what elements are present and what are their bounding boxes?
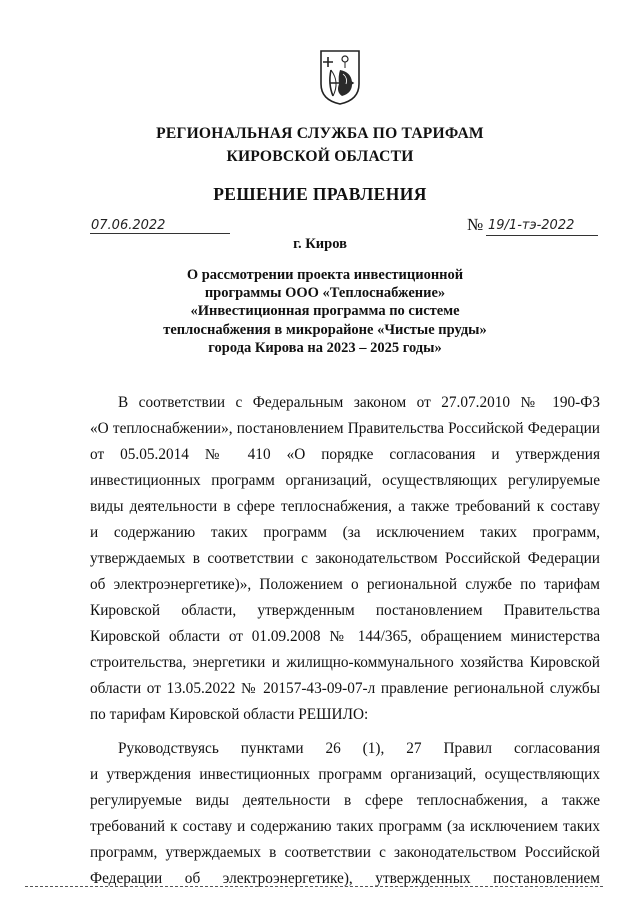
organization-name-line-2: КИРОВСКОЙ ОБЛАСТИ (226, 148, 414, 165)
city: г. Киров (293, 236, 347, 252)
body-text-line: программ, утверждаемых в соответствии с законодательством Российской (90, 844, 600, 861)
body-text-line: утверждаемых в соответствии с законодательством Российской Федерации (90, 550, 600, 567)
subject-line: программы ООО «Теплоснабжение» (204, 285, 446, 302)
subject-line: теплоснабжения в микрорайоне «Чистые пруды» (163, 321, 487, 338)
body-text-line: по тарифам Кировской области РЕШИЛО: (90, 706, 369, 723)
body-text-line: В соответствии с Федеральным законом от 27.07.2010 № 190-ФЗ (118, 394, 600, 411)
document-title: РЕШЕНИЕ ПРАВЛЕНИЯ (213, 184, 427, 204)
body-text-line: и содержанию таких программ (за исключением таких программ, (90, 524, 600, 541)
subject-line: «Инвестиционная программа по системе (190, 303, 460, 320)
body-text-line: Кировской области от 01.09.2008 № 144/365, обращением министерства (90, 628, 600, 645)
subject-line: О рассмотрении проекта инвестиционной (186, 267, 464, 283)
organization-name-line-1: РЕГИОНАЛЬНАЯ СЛУЖБА ПО ТАРИФАМ (156, 125, 484, 142)
body-text-line: инвестиционных программ организаций, осуществляющих регулируемые (90, 472, 600, 489)
body-text-line: Руководствуясь пунктами 26 (1), 27 Правил согласования (118, 740, 600, 757)
subject-line: города Кирова на 2023 – 2025 годы» (208, 339, 442, 356)
body-text-line: об электроэнергетике)», Положением о региональной службе по тарифам (90, 576, 600, 593)
footer-rule (25, 886, 603, 887)
body-text-line: от 05.05.2014 № 410 «О порядке согласования и утверждения (90, 446, 600, 463)
body-text-line: Федерации об электроэнергетике), утвержденных постановлением (90, 870, 600, 887)
body-text-line: виды деятельности в сфере теплоснабжения, а также требований к составу (90, 498, 600, 515)
kirov-coat-of-arms-icon (318, 48, 362, 106)
body-text-line: области от 13.05.2022 № 20157-43-09-07-л правление региональной службы (90, 680, 600, 697)
decision-subject (140, 266, 510, 357)
number-sign: № (467, 215, 484, 234)
date-underline (90, 233, 230, 234)
body-text-line: «О теплоснабжении», постановлением Правительства Российской Федерации (90, 420, 600, 437)
body-text-line: и утверждения инвестиционных программ организаций, осуществляющих (90, 766, 600, 783)
body-text-line: регулируемые виды деятельности в сфере теплоснабжения, а также (90, 792, 600, 809)
decision-number: 19/1-тэ-2022 (488, 218, 575, 233)
decision-date: 07.06.2022 (91, 218, 166, 233)
body-text-line: Кировской области, утвержденным постановлением Правительства (90, 602, 600, 619)
body-text-line: строительства, энергетики и жилищно-коммунального хозяйства Кировской (90, 654, 600, 671)
body-text-line: требований к составу и содержанию таких программ (за исключением таких (90, 818, 600, 835)
